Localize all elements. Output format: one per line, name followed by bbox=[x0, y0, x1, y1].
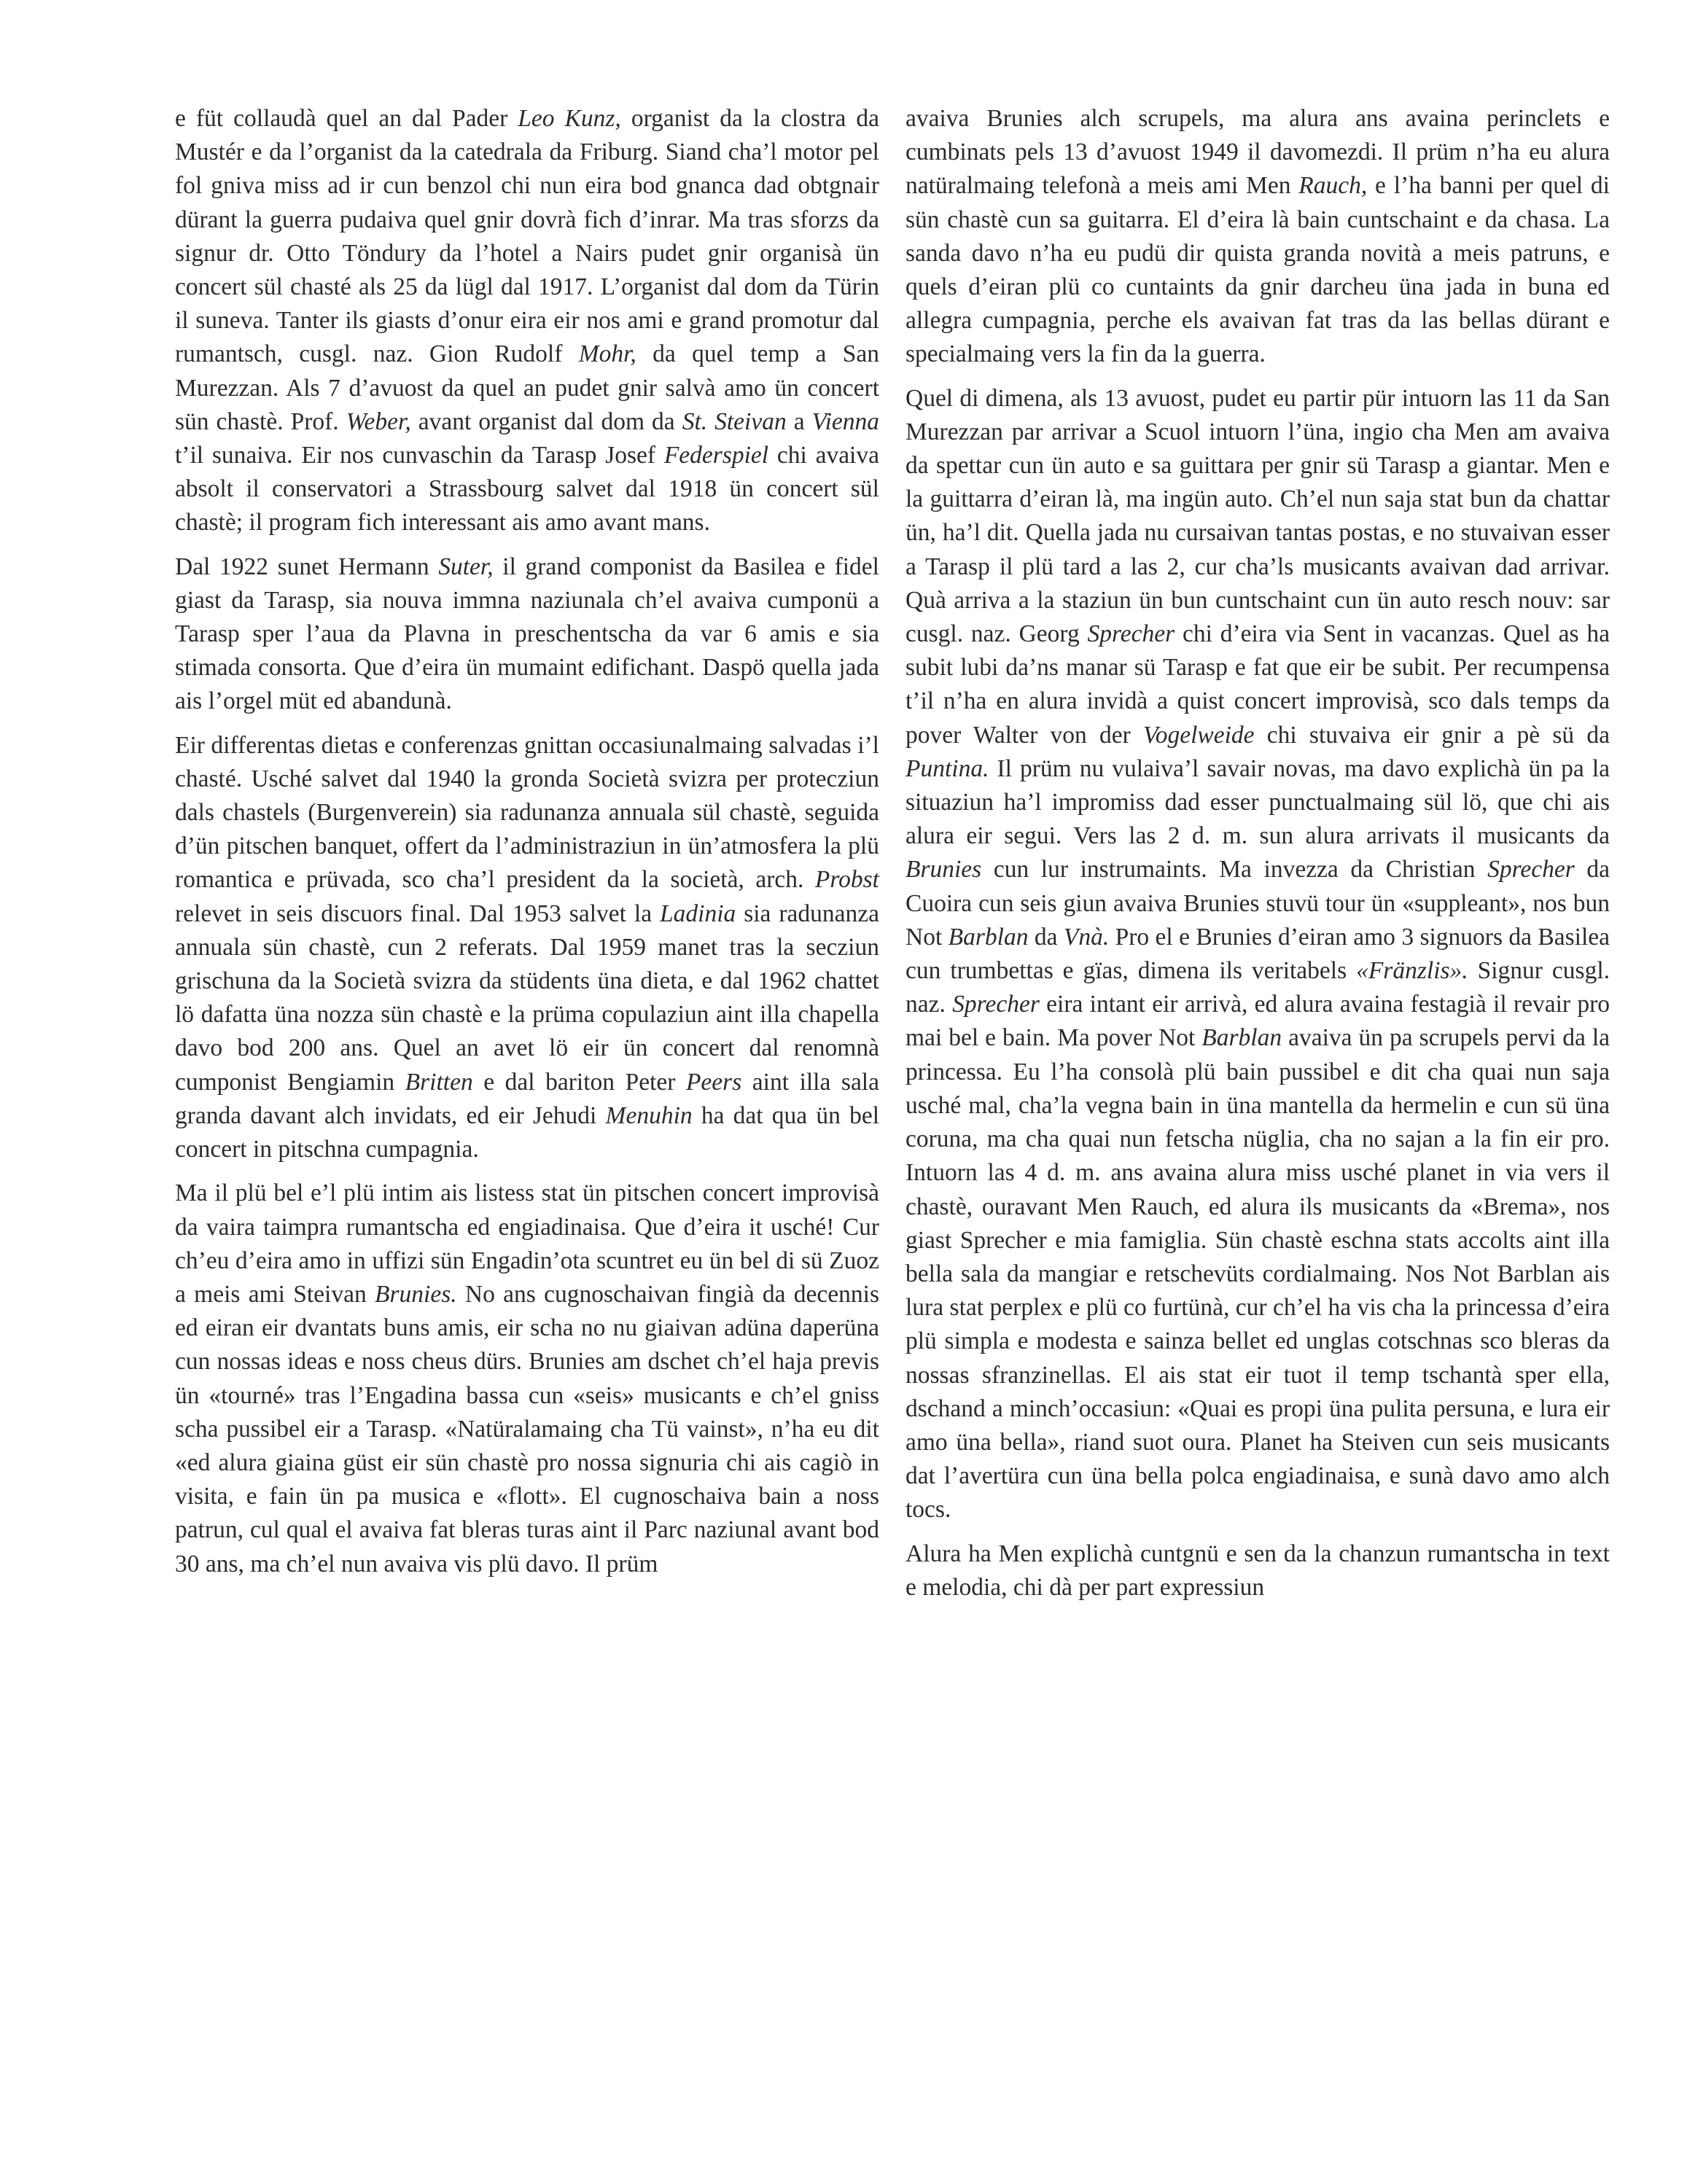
text-run: organist da la clostra da Mustér e da l’organist da la catedrala da Friburg. Siand cha’l motor pel fol gniva miss ad ir cun benzol chi nun eira bod gnanca dad obtgnair dürant la guerra pudaiva quel gnir dovrà fich d’inrar. Ma tras sforzs da signur dr. Otto Töndury da l’hotel a Nairs pudet gnir organisà ün concert sül chasté als 25 da lügl dal 1917. L’organist dal dom da Türin il suneva. Tanter ils giasts d’onur eira eir nos ami e grand promotur dal rumantsch, cusgl. naz. Gion Rudolf bbox=[175, 105, 879, 368]
text-run: Eir differentas dietas e conferenzas gnittan occasiunalmaing salvadas i’l chasté. Usché salvet dal 1940 la gronda Società svizra per protecziun dals chastels (Burgenverein) sia radunanza annuala sül chastè, seguida d’ün pitschen banquet, offert da l’administraziun in ün’atmosfera la plü romantica e prüvada, sco cha’l president da la società, arch. bbox=[175, 731, 879, 894]
left-column bbox=[175, 102, 879, 1581]
text-run: Pro el e Brunies d’eiran amo 3 signuors da Basilea cun trumbettas e gïas, dimena ils veritabels bbox=[905, 923, 1610, 985]
text-run: il grand componist da Basilea e fidel giast da Tarasp, sia nouva immna naziunala ch’el avaiva cumponü a Tarasp sper l’aua da Plavna in preschentscha da var 6 amis e sia stimada consorta. Que d’eira ün mumaint edifichant. Daspö quella jada ais l’orgel müt ed abandunà. bbox=[175, 553, 879, 715]
text-run: Dal 1922 sunet Hermann bbox=[175, 553, 439, 580]
text-run: e füt collaudà quel an dal Pader bbox=[175, 105, 518, 132]
italic-name: Leo Kunz, bbox=[518, 105, 621, 132]
text-run: cun lur instrumaints. Ma invezza da Christian bbox=[981, 856, 1488, 884]
text-run: avant organist dal dom da bbox=[410, 407, 682, 435]
paragraph bbox=[905, 382, 1610, 1527]
text-run: sia radunanza annuala sün chastè, cun 2 referats. Dal 1959 manet tras la secziun grischuna da la Società svizra da stüdents üna dieta, e dal 1962 chattet lö dafatta üna nozza sün chastè e la prüma copulaziun aint illa chapella davo bod 200 ans. Quel an avet lö eir ün concert dal renomnà cumponist Bengiamin bbox=[175, 900, 879, 1096]
text-run: avaiva ün pa scrupels pervi da la princessa. Eu l’ha consolà plü bain pussibel e dit cha quai nun saja usché mal, cha’la vegna bain in üna mantella da hermelin e cun sü üna coruna, ma cha quai nun fetscha nüglia, cha no sajan a la fin eir pro. Intuorn las 4 d. m. ans avaina alura miss usché planet in via vers il chastè, ouravant Men Rauch, ed alura ils musicants da «Brema», nos giast Sprecher e mia famiglia. Sün chastè eschna stats accolts aint illa bella sala da mangiar e retschevüts cordialmaing. Nos Not Barblan ais lura stat perplex e plü co furtünà, cur ch’el ha vis cha la princessa d’eira plü simpla e modesta e sainza bellet ed unglas cotschnas sco bleras da nossas sfranzinellas. El ais stat eir tuot il temp tschantà sper ella, dschand a minch’occasiun: «Quai es propi üna pulita persuna, e lura eir amo üna bella», riand suot oura. Planet ha Steiven cun seis musicants dat l’avertüra cun üna bella polca engiadinaisa, e sunà davo amo alch tocs. bbox=[905, 1024, 1610, 1524]
italic-name: Federspiel bbox=[663, 442, 769, 469]
paragraph bbox=[905, 102, 1610, 372]
text-run: Alura ha Men explichà cuntgnü e sen da la chanzun rumantscha in text e melodia, chi dà per part expressiun bbox=[905, 1540, 1610, 1601]
text-run: eira intant eir arrivà, ed alura avaina festagià il revair pro mai bel e bain. Ma pover Not bbox=[905, 991, 1610, 1052]
text-run: chi stuvaiva eir gnir a pè sü da bbox=[1254, 721, 1610, 749]
italic-name: St. Steivan bbox=[682, 407, 787, 435]
text-run: a bbox=[786, 407, 812, 435]
italic-name: Brunies. bbox=[375, 1280, 457, 1308]
italic-name: Sprecher bbox=[1487, 856, 1575, 884]
italic-name: Sprecher bbox=[1087, 620, 1175, 648]
text-run: chi avaiva absolt il conservatori a Strassbourg salvet dal 1918 ün concert sül chastè; il program fich interessant ais amo avant mans. bbox=[175, 442, 879, 537]
text-run: Ma il plü bel e’l plü intim ais listess stat ün pitschen concert improvisà da vaira taimpra rumantscha ed engiadinaisa. Que d’eira it usché! Cur ch’eu d’eira amo in uffizi sün Engadin’ota scuntret eu ün bel di sü Zuoz a meis ami Steivan bbox=[175, 1179, 879, 1308]
text-run: ha dat qua ün bel concert in pitschna cumpagnia. bbox=[175, 1101, 880, 1163]
right-column bbox=[905, 102, 1610, 1604]
text-run: da bbox=[1028, 923, 1064, 951]
text-run: da Cuoira cun seis giun avaiva Brunies stuvü tour ün «suppleant», nos bun Not bbox=[905, 856, 1610, 951]
italic-name: Menuhin bbox=[605, 1101, 693, 1129]
italic-name: Mohr, bbox=[578, 340, 636, 368]
italic-name: Vnà. bbox=[1063, 923, 1110, 951]
text-run: aint illa sala granda davant alch invidats, ed eir Jehudi bbox=[175, 1068, 879, 1129]
italic-name: Sprecher bbox=[952, 991, 1040, 1018]
text-run: avaiva Brunies alch scrupels, ma alura ans avaina perinclets e cumbinats pels 13 d’avuost 1949 il davomezdi. Il prüm n’ha eu alura natüralmaing telefonà a meis ami Men bbox=[905, 105, 1610, 200]
italic-name: Britten bbox=[405, 1068, 473, 1096]
italic-name: Vogelweide bbox=[1142, 721, 1255, 749]
italic-name: Peers bbox=[685, 1068, 742, 1096]
text-run: Quel di dimena, als 13 avuost, pudet eu partir pür intuorn las 11 da San Murezzan par arrivar a Scuol intuorn l’üna, ingio cha Men am avaiva da spettar cun ün auto e sa guittara per gnir sü Tarasp a giantar. Men e la guittarra d’eiran là, ma ingün auto. Ch’el nun saja stat bun da chattar ün, ha’l dit. Quella jada nu cursaivan tantas postas, e no stuvaivan esser a Tarasp il plü tard a las 2, cur cha’ls musicants avaivan dad arrivar. Quà arriva a la staziun ün bun cuntschaint cun ün auto resch nouv: sar cusgl. naz. Georg bbox=[905, 384, 1610, 648]
text-run: No ans cugnoschaivan fingià da decennis ed eiran eir dvantats buns amis, eir scha no nu giaivan adüna daperüna cun nossas ideas e noss cheus dürs. Brunies am dschet ch’el haja previs ün «tourné» tras l’Engadina bassa cun «seis» musicants e ch’el gniss scha pussibel eir a Tarasp. «Natüralamaing cha Tü vainst», n’ha eu dit «ed alura giaina güst eir sün chastè pro nossa signuria chi ais cagiò in visita, e fain ün pa musica e «flott». El cugnoschaiva bain a noss patrun, cul qual el avaiva fat bleras turas aint il Parc naziunal avant bod 30 ans, ma ch’el nun avaiva vis plü davo. Il prüm bbox=[175, 1280, 879, 1577]
italic-name: Barblan bbox=[1201, 1024, 1282, 1052]
italic-name: «Fränzlis». bbox=[1356, 957, 1468, 985]
text-run: e dal bariton Peter bbox=[472, 1068, 686, 1096]
italic-name: Brunies bbox=[905, 856, 982, 884]
paragraph bbox=[175, 102, 879, 540]
italic-name: Ladinia bbox=[660, 900, 736, 927]
italic-name: Weber, bbox=[346, 407, 411, 435]
text-run: chi d’eira via Sent in vacanzas. Quel as ha subit lubi da’ns manar sü Tarasp e fat que eir be subit. Per recumpensa t’il n’ha en alura invidà a quist concert improvisà, sco dals temps da pover Walter von der bbox=[905, 620, 1610, 749]
text-run: da quel temp a San Murezzan. Als 7 d’avuost da quel an pudet gnir salvà amo ün concert sün chastè. Prof. bbox=[175, 340, 879, 435]
italic-name: Probst bbox=[814, 866, 879, 894]
italic-name: Puntina. bbox=[905, 754, 989, 782]
italic-name: Barblan bbox=[948, 923, 1029, 951]
text-run: Signur cusgl. naz. bbox=[905, 957, 1610, 1018]
text-run: relevet in seis discuors final. Dal 1953 salvet la bbox=[175, 900, 661, 927]
paragraph bbox=[175, 1177, 879, 1580]
italic-name: Vienna bbox=[811, 407, 880, 435]
paragraph bbox=[175, 550, 879, 719]
text-run: t’il sunaiva. Eir nos cunvaschin da Tarasp Josef bbox=[175, 442, 664, 469]
text-run: e l’ha banni per quel di sün chastè cun sa guitarra. El d’eira là bain cuntschaint e da chasa. La sanda davo n’ha eu pudü dir quista granda novità a meis patruns, e quels d’eiran plü co cuntaints da gnir darcheu üna jada in buna ed allegra cumpagnia, perche els avaivan fat tras da las bellas dürant e specialmaing vers la fin da la guerra. bbox=[905, 172, 1610, 368]
italic-name: Rauch, bbox=[1298, 172, 1368, 200]
italic-name: Suter, bbox=[438, 553, 494, 580]
paragraph bbox=[175, 729, 879, 1167]
paragraph bbox=[905, 1537, 1610, 1604]
text-run: Il prüm nu vulaiva’l savair novas, ma davo explichà ün pa la situaziun ha’l impromiss dad esser punctualmaing sül lö, que chi ais alura eir segui. Vers las 2 d. m. sun alura arrivats il musicants da bbox=[905, 754, 1610, 850]
